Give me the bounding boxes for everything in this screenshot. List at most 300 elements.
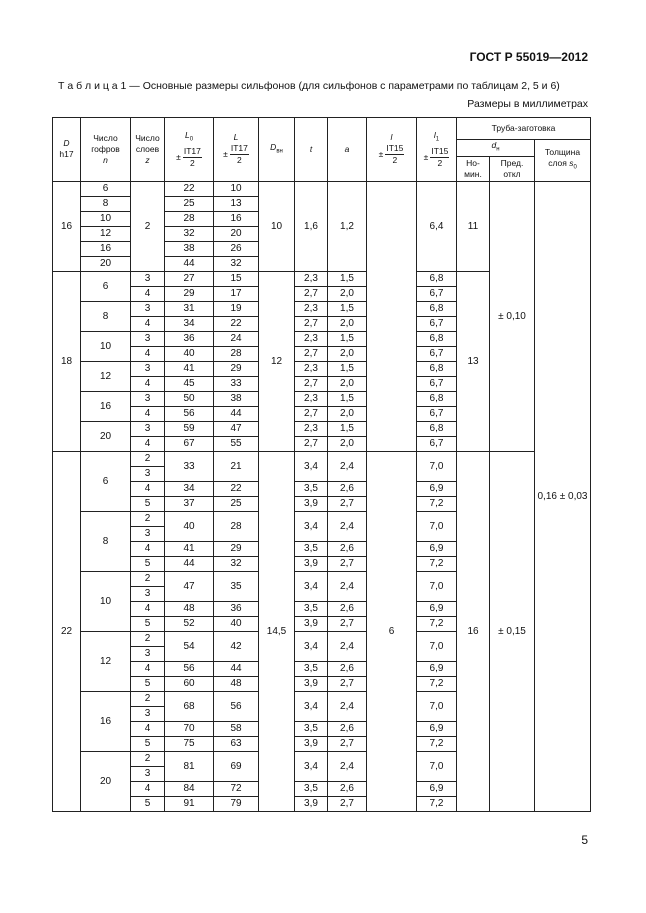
cell-n: 8 bbox=[81, 196, 131, 211]
cell-L0: 31 bbox=[165, 301, 214, 316]
cell-n: 8 bbox=[81, 511, 131, 571]
col-l1-fraction bbox=[424, 146, 450, 169]
cell-a: 1,5 bbox=[328, 421, 367, 436]
cell-z: 3 bbox=[131, 586, 165, 601]
cell-l1: 6,9 bbox=[417, 601, 457, 616]
cell-t: 3,5 bbox=[295, 721, 328, 736]
cell-z: 3 bbox=[131, 646, 165, 661]
col-header-l bbox=[367, 118, 417, 182]
cell-t: 2,7 bbox=[295, 286, 328, 301]
cell-t: 2,7 bbox=[295, 316, 328, 331]
col-header-deviation bbox=[490, 156, 535, 181]
col-header-l1 bbox=[417, 118, 457, 182]
col-Dvn-symbol: D bbox=[270, 141, 277, 152]
col-L0-sub: 0 bbox=[189, 136, 194, 143]
cell-L: 72 bbox=[214, 781, 259, 796]
cell-L: 16 bbox=[214, 211, 259, 226]
cell-L0: 60 bbox=[165, 676, 214, 691]
cell-L: 22 bbox=[214, 316, 259, 331]
cell-n: 20 bbox=[81, 751, 131, 811]
cell-t: 3,9 bbox=[295, 736, 328, 751]
cell-a: 2,7 bbox=[328, 796, 367, 811]
cell-a: 2,7 bbox=[328, 676, 367, 691]
col-a-symbol: a bbox=[344, 143, 350, 154]
cell-l1: 6,7 bbox=[417, 436, 457, 451]
col-l-numerator: IT15 bbox=[386, 143, 404, 154]
cell-l1: 7,0 bbox=[417, 571, 457, 601]
cell-z: 3 bbox=[131, 766, 165, 781]
cell-t: 2,3 bbox=[295, 421, 328, 436]
cell-l1: 6,9 bbox=[417, 541, 457, 556]
cell-l1: 6,8 bbox=[417, 271, 457, 286]
col-L0-fraction bbox=[176, 146, 202, 169]
cell-L0: 75 bbox=[165, 736, 214, 751]
col-header-Dvn bbox=[259, 118, 295, 182]
cell-L0: 91 bbox=[165, 796, 214, 811]
col-L0-fraction-stack bbox=[183, 146, 202, 169]
col-n-line2: гофров bbox=[91, 143, 120, 154]
cell-a: 2,0 bbox=[328, 406, 367, 421]
cell-a: 2,0 bbox=[328, 346, 367, 361]
cell-z: 3 bbox=[131, 706, 165, 721]
cell-a: 2,4 bbox=[328, 451, 367, 481]
table-header bbox=[53, 118, 591, 182]
cell-a: 1,5 bbox=[328, 361, 367, 376]
cell-a: 1,5 bbox=[328, 301, 367, 316]
cell-L0: 48 bbox=[165, 601, 214, 616]
cell-Dvn: 10 bbox=[259, 181, 295, 271]
col-L0-symbol: L bbox=[184, 130, 190, 140]
cell-L: 19 bbox=[214, 301, 259, 316]
cell-t: 3,5 bbox=[295, 481, 328, 496]
cell-L: 28 bbox=[214, 346, 259, 361]
table-row bbox=[53, 451, 591, 466]
cell-l1: 7,2 bbox=[417, 736, 457, 751]
cell-a: 2,0 bbox=[328, 376, 367, 391]
cell-z: 4 bbox=[131, 406, 165, 421]
col-l1-symbol: l bbox=[433, 130, 436, 140]
page-number: 5 bbox=[581, 833, 588, 847]
col-D-tolerance: h17 bbox=[59, 149, 74, 160]
cell-L0: 40 bbox=[165, 511, 214, 541]
col-L0-numerator: IT17 bbox=[183, 145, 201, 156]
cell-l1: 7,2 bbox=[417, 796, 457, 811]
cell-l1: 6,9 bbox=[417, 781, 457, 796]
cell-dn: 16 bbox=[457, 451, 490, 811]
cell-l1: 6,7 bbox=[417, 286, 457, 301]
cell-L: 21 bbox=[214, 451, 259, 481]
cell-z: 3 bbox=[131, 466, 165, 481]
cell-n: 6 bbox=[81, 271, 131, 301]
cell-z: 5 bbox=[131, 736, 165, 751]
table-body bbox=[53, 181, 591, 811]
cell-a: 2,4 bbox=[328, 751, 367, 781]
col-header-a bbox=[328, 118, 367, 182]
cell-L: 24 bbox=[214, 331, 259, 346]
cell-z: 4 bbox=[131, 376, 165, 391]
cell-l1: 7,0 bbox=[417, 451, 457, 481]
col-l1-sub: 1 bbox=[435, 136, 440, 143]
col-header-L0 bbox=[165, 118, 214, 182]
cell-L0: 29 bbox=[165, 286, 214, 301]
cell-n: 10 bbox=[81, 571, 131, 631]
cell-L0: 52 bbox=[165, 616, 214, 631]
cell-n: 12 bbox=[81, 361, 131, 391]
cell-a: 2,7 bbox=[328, 556, 367, 571]
cell-n: 8 bbox=[81, 301, 131, 331]
cell-t: 2,7 bbox=[295, 376, 328, 391]
cell-l1: 6,8 bbox=[417, 391, 457, 406]
col-l1-denominator: 2 bbox=[437, 157, 443, 168]
col-header-L bbox=[214, 118, 259, 182]
cell-L0: 22 bbox=[165, 181, 214, 196]
cell-t: 2,3 bbox=[295, 391, 328, 406]
cell-L0: 25 bbox=[165, 196, 214, 211]
cell-a: 2,4 bbox=[328, 571, 367, 601]
cell-t: 2,7 bbox=[295, 346, 328, 361]
col-Dvn-sub: вн bbox=[276, 148, 283, 155]
cell-thickness: 0,16 ± 0,03 bbox=[535, 181, 591, 811]
cell-z: 4 bbox=[131, 601, 165, 616]
cell-n: 20 bbox=[81, 421, 131, 451]
cell-a: 2,7 bbox=[328, 616, 367, 631]
cell-L: 20 bbox=[214, 226, 259, 241]
cell-z: 3 bbox=[131, 331, 165, 346]
cell-L0: 27 bbox=[165, 271, 214, 286]
cell-L: 26 bbox=[214, 241, 259, 256]
cell-z: 4 bbox=[131, 481, 165, 496]
col-L-fraction-stack bbox=[230, 143, 249, 166]
cell-z: 3 bbox=[131, 391, 165, 406]
col-l1-numerator: IT15 bbox=[431, 145, 449, 156]
col-L-denominator: 2 bbox=[236, 155, 242, 166]
cell-a: 2,4 bbox=[328, 631, 367, 661]
cell-L0: 54 bbox=[165, 631, 214, 661]
col-header-dn bbox=[457, 140, 535, 157]
cell-L: 10 bbox=[214, 181, 259, 196]
cell-a: 2,0 bbox=[328, 436, 367, 451]
cell-L0: 36 bbox=[165, 331, 214, 346]
cell-dn: 13 bbox=[457, 271, 490, 451]
cell-a: 2,6 bbox=[328, 781, 367, 796]
cell-L: 33 bbox=[214, 376, 259, 391]
cell-z: 2 bbox=[131, 571, 165, 586]
cell-t: 3,4 bbox=[295, 691, 328, 721]
col-dn-symbol: d bbox=[491, 140, 497, 150]
cell-t: 3,5 bbox=[295, 661, 328, 676]
cell-z: 3 bbox=[131, 271, 165, 286]
col-L-fraction bbox=[223, 143, 249, 166]
cell-z: 2 bbox=[131, 691, 165, 706]
cell-z: 4 bbox=[131, 661, 165, 676]
cell-n: 12 bbox=[81, 631, 131, 691]
cell-z: 5 bbox=[131, 796, 165, 811]
cell-L0: 47 bbox=[165, 571, 214, 601]
cell-z: 2 bbox=[131, 451, 165, 466]
cell-l1: 7,2 bbox=[417, 556, 457, 571]
col-thickness-sub: 0 bbox=[573, 164, 577, 171]
cell-l1: 7,0 bbox=[417, 631, 457, 661]
cell-L0: 81 bbox=[165, 751, 214, 781]
col-header-nominal bbox=[457, 156, 490, 181]
cell-L0: 59 bbox=[165, 421, 214, 436]
cell-t: 2,3 bbox=[295, 331, 328, 346]
cell-L: 29 bbox=[214, 361, 259, 376]
cell-a: 2,6 bbox=[328, 661, 367, 676]
cell-t: 3,4 bbox=[295, 751, 328, 781]
cell-L: 47 bbox=[214, 421, 259, 436]
cell-L0: 41 bbox=[165, 541, 214, 556]
cell-L0: 44 bbox=[165, 256, 214, 271]
cell-L0: 68 bbox=[165, 691, 214, 721]
cell-pred: ± 0,10 bbox=[490, 181, 535, 451]
cell-L: 36 bbox=[214, 601, 259, 616]
cell-L: 55 bbox=[214, 436, 259, 451]
cell-t: 3,4 bbox=[295, 451, 328, 481]
cell-z: 3 bbox=[131, 421, 165, 436]
cell-l-empty bbox=[367, 181, 417, 451]
cell-a: 2,6 bbox=[328, 721, 367, 736]
col-z-line1: Число bbox=[135, 132, 160, 143]
cell-l1: 7,2 bbox=[417, 676, 457, 691]
cell-t: 1,6 bbox=[295, 181, 328, 271]
cell-a: 2,7 bbox=[328, 736, 367, 751]
cell-pred: ± 0,15 bbox=[490, 451, 535, 811]
cell-t: 3,9 bbox=[295, 676, 328, 691]
cell-l1: 6,8 bbox=[417, 421, 457, 436]
cell-z: 4 bbox=[131, 316, 165, 331]
cell-z: 5 bbox=[131, 556, 165, 571]
cell-a: 2,6 bbox=[328, 481, 367, 496]
cell-L0: 32 bbox=[165, 226, 214, 241]
cell-z: 4 bbox=[131, 436, 165, 451]
cell-t: 3,5 bbox=[295, 781, 328, 796]
table-caption: Т а б л и ц а 1 — Основные размеры сильфонов (для сильфонов с параметрами по таблицам 2, 5 и 6) bbox=[58, 80, 560, 92]
cell-l1: 7,0 bbox=[417, 691, 457, 721]
cell-a: 1,2 bbox=[328, 181, 367, 271]
cell-L0: 34 bbox=[165, 316, 214, 331]
cell-L: 28 bbox=[214, 511, 259, 541]
cell-L0: 56 bbox=[165, 406, 214, 421]
cell-D: 16 bbox=[53, 181, 81, 271]
cell-L: 32 bbox=[214, 256, 259, 271]
cell-n: 6 bbox=[81, 451, 131, 511]
cell-l1: 6,9 bbox=[417, 661, 457, 676]
cell-z: 2 bbox=[131, 631, 165, 646]
cell-t: 3,9 bbox=[295, 616, 328, 631]
cell-t: 3,4 bbox=[295, 571, 328, 601]
cell-z: 3 bbox=[131, 301, 165, 316]
cell-a: 1,5 bbox=[328, 271, 367, 286]
cell-z: 5 bbox=[131, 676, 165, 691]
col-n-symbol: n bbox=[103, 154, 108, 165]
cell-a: 2,0 bbox=[328, 316, 367, 331]
bellows-dimensions-table bbox=[52, 117, 591, 812]
col-thickness-line1: Толщина bbox=[544, 147, 581, 157]
cell-L: 22 bbox=[214, 481, 259, 496]
cell-L0: 50 bbox=[165, 391, 214, 406]
col-l1-fraction-stack bbox=[430, 146, 449, 169]
cell-a: 2,6 bbox=[328, 601, 367, 616]
cell-L: 15 bbox=[214, 271, 259, 286]
cell-L0: 28 bbox=[165, 211, 214, 226]
cell-L: 48 bbox=[214, 676, 259, 691]
cell-t: 3,9 bbox=[295, 556, 328, 571]
col-l-fraction bbox=[379, 143, 405, 166]
col-header-tube: Труба-заготовка bbox=[457, 118, 591, 140]
cell-L0: 41 bbox=[165, 361, 214, 376]
cell-z: 4 bbox=[131, 286, 165, 301]
col-L-numerator: IT17 bbox=[230, 143, 248, 154]
cell-L: 56 bbox=[214, 691, 259, 721]
cell-L: 69 bbox=[214, 751, 259, 781]
col-n-line1: Число bbox=[93, 132, 118, 143]
cell-a: 1,5 bbox=[328, 331, 367, 346]
cell-l1: 6,9 bbox=[417, 721, 457, 736]
cell-t: 2,3 bbox=[295, 271, 328, 286]
cell-l1: 7,2 bbox=[417, 496, 457, 511]
col-header-D bbox=[53, 118, 81, 182]
cell-l1: 7,0 bbox=[417, 751, 457, 781]
cell-t: 2,7 bbox=[295, 406, 328, 421]
cell-Dvn: 14,5 bbox=[259, 451, 295, 811]
cell-t: 2,3 bbox=[295, 301, 328, 316]
cell-a: 2,4 bbox=[328, 511, 367, 541]
col-header-n bbox=[81, 118, 131, 182]
col-header-thickness bbox=[535, 140, 591, 182]
col-L-symbol: L bbox=[233, 132, 239, 143]
cell-L0: 40 bbox=[165, 346, 214, 361]
cell-L: 17 bbox=[214, 286, 259, 301]
cell-l1: 6,8 bbox=[417, 331, 457, 346]
cell-t: 2,7 bbox=[295, 436, 328, 451]
cell-t: 3,4 bbox=[295, 631, 328, 661]
cell-L0: 70 bbox=[165, 721, 214, 736]
cell-n: 20 bbox=[81, 256, 131, 271]
cell-n: 10 bbox=[81, 211, 131, 226]
cell-t: 3,9 bbox=[295, 496, 328, 511]
col-header-t bbox=[295, 118, 328, 182]
cell-z: 4 bbox=[131, 721, 165, 736]
cell-t: 3,5 bbox=[295, 601, 328, 616]
cell-z: 2 bbox=[131, 511, 165, 526]
cell-z: 3 bbox=[131, 526, 165, 541]
cell-D: 22 bbox=[53, 451, 81, 811]
cell-L: 79 bbox=[214, 796, 259, 811]
cell-z: 2 bbox=[131, 181, 165, 271]
col-l1-pm: ± bbox=[423, 151, 429, 162]
cell-n: 6 bbox=[81, 181, 131, 196]
col-z-symbol: z bbox=[145, 154, 150, 165]
cell-L0: 84 bbox=[165, 781, 214, 796]
cell-L: 29 bbox=[214, 541, 259, 556]
cell-l1: 6,4 bbox=[417, 181, 457, 271]
cell-l1: 6,7 bbox=[417, 346, 457, 361]
cell-a: 2,6 bbox=[328, 541, 367, 556]
header-row bbox=[53, 118, 591, 140]
cell-n: 12 bbox=[81, 226, 131, 241]
cell-L0: 33 bbox=[165, 451, 214, 481]
cell-z: 3 bbox=[131, 361, 165, 376]
cell-t: 3,4 bbox=[295, 511, 328, 541]
col-l-symbol: l bbox=[390, 132, 393, 143]
col-L0-denominator: 2 bbox=[189, 157, 195, 168]
cell-t: 2,3 bbox=[295, 361, 328, 376]
cell-L0: 38 bbox=[165, 241, 214, 256]
cell-L0: 67 bbox=[165, 436, 214, 451]
cell-z: 4 bbox=[131, 781, 165, 796]
col-thickness-line2: слоя bbox=[548, 158, 570, 168]
cell-L: 44 bbox=[214, 406, 259, 421]
cell-L: 38 bbox=[214, 391, 259, 406]
col-nominal-line1: Но- bbox=[466, 157, 480, 168]
col-dn-sub: н bbox=[496, 146, 500, 153]
cell-t: 3,5 bbox=[295, 541, 328, 556]
cell-L: 32 bbox=[214, 556, 259, 571]
cell-a: 2,4 bbox=[328, 691, 367, 721]
cell-z: 2 bbox=[131, 751, 165, 766]
col-D-symbol: D bbox=[63, 138, 70, 149]
cell-l1: 6,7 bbox=[417, 406, 457, 421]
cell-l: 6 bbox=[367, 451, 417, 811]
col-L-pm: ± bbox=[223, 149, 228, 160]
cell-l1: 6,8 bbox=[417, 361, 457, 376]
cell-L: 44 bbox=[214, 661, 259, 676]
cell-l1: 7,0 bbox=[417, 511, 457, 541]
cell-z: 4 bbox=[131, 346, 165, 361]
cell-a: 2,0 bbox=[328, 286, 367, 301]
col-deviation-line2: откл bbox=[503, 168, 521, 179]
col-nominal-line2: мин. bbox=[464, 168, 482, 179]
cell-t: 3,9 bbox=[295, 796, 328, 811]
col-l-fraction-stack bbox=[385, 143, 404, 166]
cell-z: 4 bbox=[131, 541, 165, 556]
cell-n: 16 bbox=[81, 241, 131, 256]
cell-a: 1,5 bbox=[328, 391, 367, 406]
cell-l1: 6,7 bbox=[417, 376, 457, 391]
cell-L0: 44 bbox=[165, 556, 214, 571]
cell-L: 63 bbox=[214, 736, 259, 751]
table-row bbox=[53, 181, 591, 196]
cell-l1: 6,8 bbox=[417, 301, 457, 316]
cell-n: 16 bbox=[81, 691, 131, 751]
cell-L0: 37 bbox=[165, 496, 214, 511]
col-z-line2: слоев bbox=[135, 143, 160, 154]
cell-l1: 7,2 bbox=[417, 616, 457, 631]
col-deviation-line1: Пред. bbox=[500, 157, 524, 168]
cell-L0: 34 bbox=[165, 481, 214, 496]
cell-a: 2,7 bbox=[328, 496, 367, 511]
col-L0-pm: ± bbox=[176, 151, 181, 162]
col-l-pm: ± bbox=[378, 149, 384, 160]
cell-L: 35 bbox=[214, 571, 259, 601]
cell-D: 18 bbox=[53, 271, 81, 451]
cell-L: 25 bbox=[214, 496, 259, 511]
cell-L: 58 bbox=[214, 721, 259, 736]
cell-dn: 11 bbox=[457, 181, 490, 271]
col-t-symbol: t bbox=[309, 143, 313, 154]
col-l-denominator: 2 bbox=[392, 155, 398, 166]
cell-L0: 56 bbox=[165, 661, 214, 676]
cell-Dvn: 12 bbox=[259, 271, 295, 451]
cell-l1: 6,9 bbox=[417, 481, 457, 496]
cell-L: 13 bbox=[214, 196, 259, 211]
cell-L0: 45 bbox=[165, 376, 214, 391]
col-header-z bbox=[131, 118, 165, 182]
cell-l1: 6,7 bbox=[417, 316, 457, 331]
col-thickness-symbol: s bbox=[569, 158, 574, 168]
cell-z: 5 bbox=[131, 496, 165, 511]
